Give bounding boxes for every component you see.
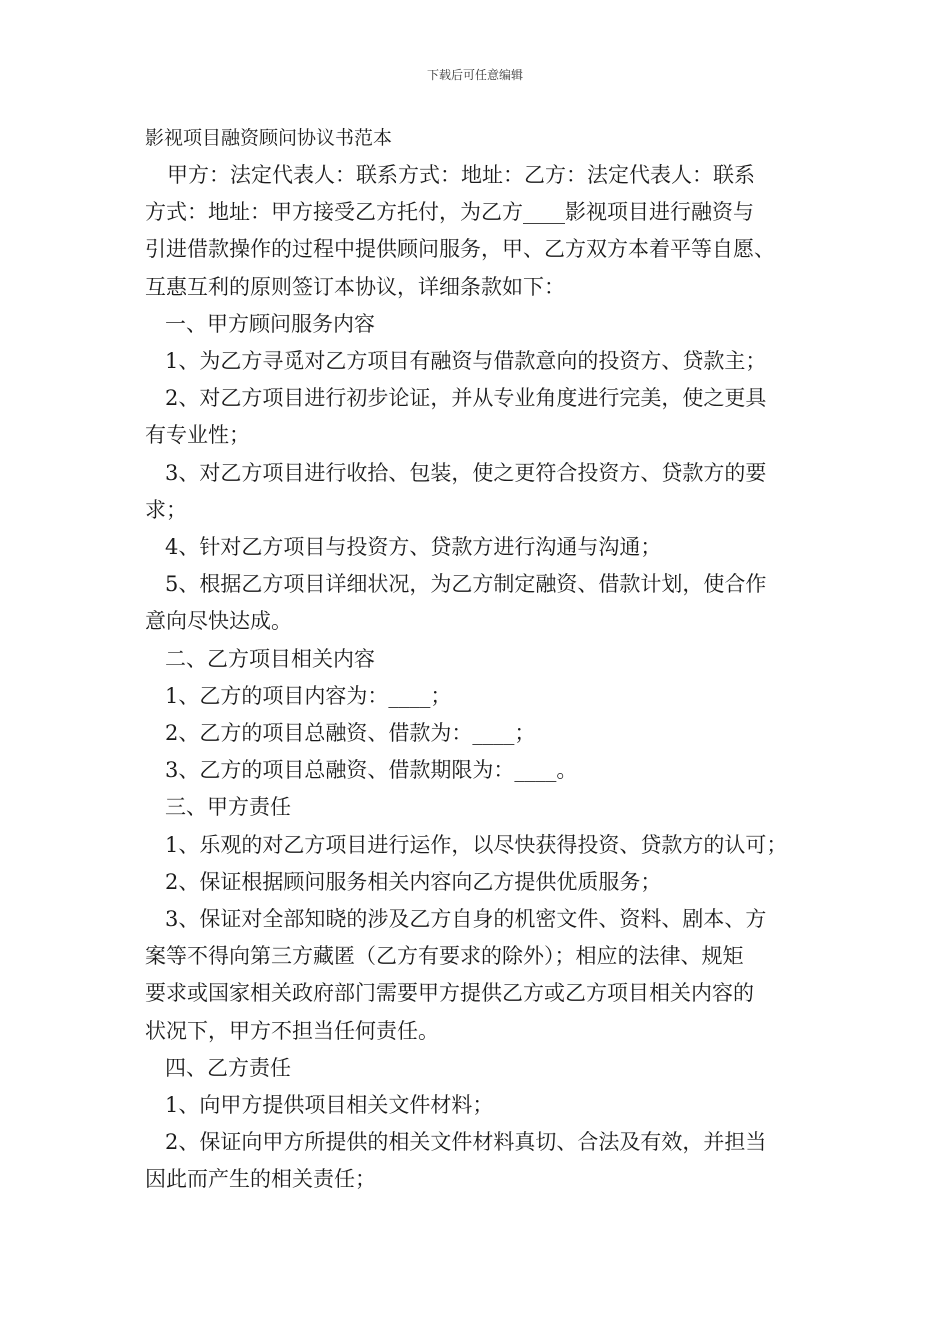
list-item: 3、保证对全部知晓的涉及乙方自身的机密文件、资料、剧本、方 xyxy=(165,907,767,932)
list-item: 2、保证根据顾问服务相关内容向乙方提供优质服务； xyxy=(165,869,662,894)
section-heading-2: 二、乙方项目相关内容 xyxy=(165,646,375,671)
list-item: 1、为乙方寻觅对乙方项目有融资与借款意向的投资方、贷款主； xyxy=(165,349,767,374)
list-item: 3、对乙方项目进行收拾、包装，使之更符合投资方、贷款方的要 xyxy=(165,460,767,485)
body-line: 案等不得向第三方藏匿（乙方有要求的除外）；相应的法律、规矩 xyxy=(145,944,744,969)
list-item: 4、针对乙方项目与投资方、贷款方进行沟通与沟通； xyxy=(165,535,662,560)
list-item: 2、对乙方项目进行初步论证，并从专业角度进行完美，使之更具 xyxy=(165,386,767,411)
list-item: 2、乙方的项目总融资、借款为：____； xyxy=(165,721,536,746)
body-line: 有专业性； xyxy=(145,423,250,448)
list-item: 5、根据乙方项目详细状况，为乙方制定融资、借款计划，使合作 xyxy=(165,572,767,597)
body-line: 互惠互利的原则签订本协议，详细条款如下： xyxy=(145,274,565,299)
header-note: 下载后可任意编辑 xyxy=(426,68,523,82)
body-line: 因此而产生的相关责任； xyxy=(145,1167,376,1192)
document-body xyxy=(145,157,810,1199)
list-item: 3、乙方的项目总融资、借款期限为：____。 xyxy=(165,758,578,783)
section-heading-3: 三、甲方责任 xyxy=(165,795,291,820)
body-line: 甲方：法定代表人：联系方式：地址：乙方：法定代表人：联系 xyxy=(167,163,755,187)
list-item: 1、向甲方提供项目相关文件材料； xyxy=(165,1093,494,1118)
list-item: 1、乙方的项目内容为：____； xyxy=(165,683,452,708)
body-line: 状况下，甲方不担当任何责任。 xyxy=(145,1018,439,1043)
list-item: 1、乐观的对乙方项目进行运作，以尽快获得投资、贷款方的认可； xyxy=(165,832,788,857)
body-line: 求； xyxy=(145,497,187,522)
body-line: 方式：地址：甲方接受乙方托付，为乙方____影视项目进行融资与 xyxy=(145,200,754,225)
body-line: 要求或国家相关政府部门需要甲方提供乙方或乙方项目相关内容的 xyxy=(145,981,754,1006)
section-heading-4: 四、乙方责任 xyxy=(165,1055,291,1080)
section-heading-1: 一、甲方顾问服务内容 xyxy=(165,311,375,336)
body-line: 引进借款操作的过程中提供顾问服务，甲、乙方双方本着平等自愿、 xyxy=(145,237,775,262)
body-line: 意向尽快达成。 xyxy=(145,609,292,634)
document-title: 影视项目融资顾问协议书范本 xyxy=(145,127,393,149)
list-item: 2、保证向甲方所提供的相关文件材料真切、合法及有效，并担当 xyxy=(165,1130,767,1155)
